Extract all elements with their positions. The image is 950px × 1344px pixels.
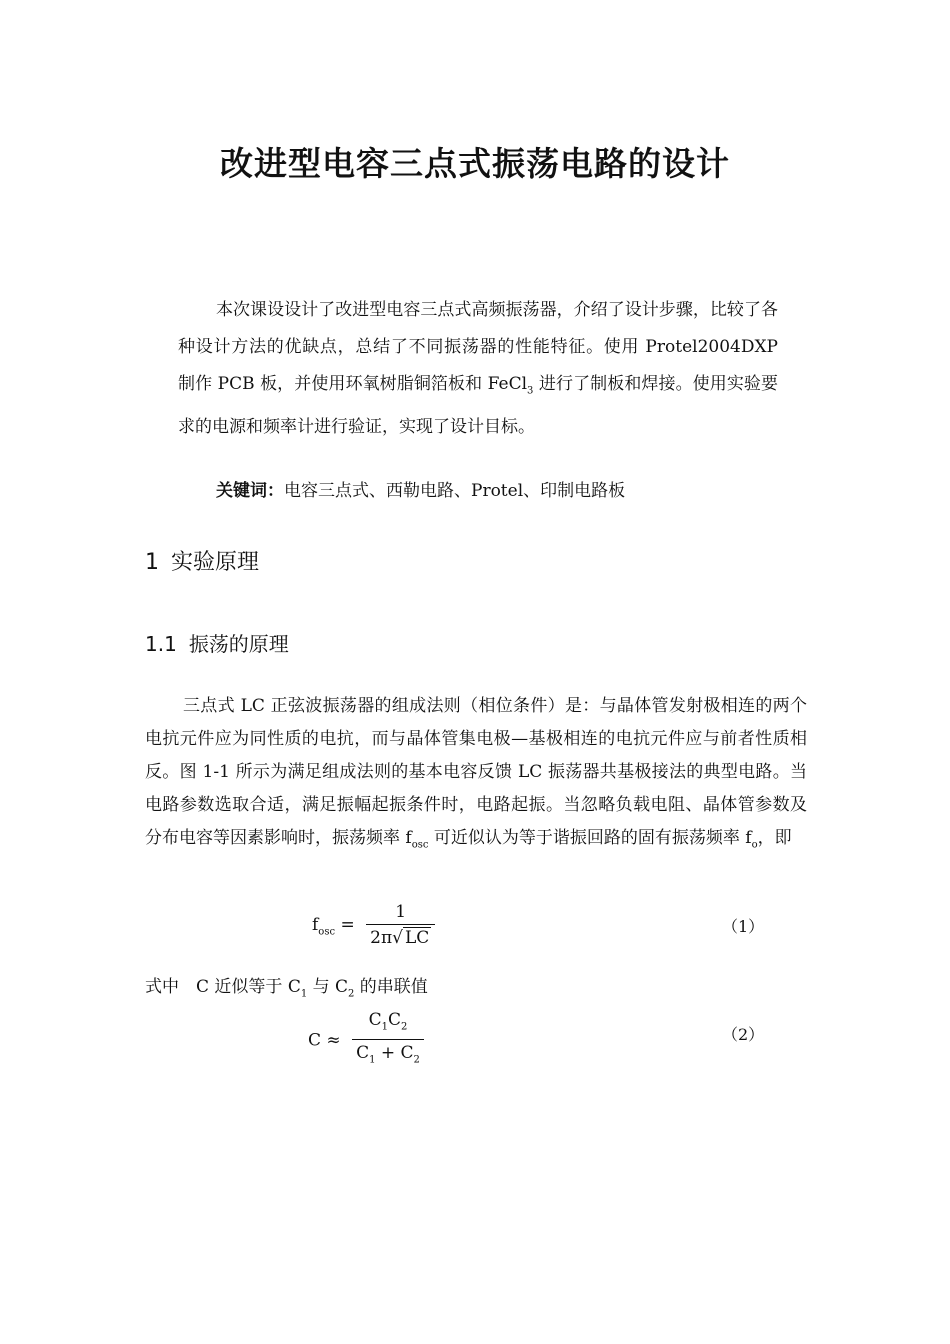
section-title: 实验原理 — [171, 550, 260, 575]
equation-1 — [312, 900, 435, 951]
eq2-lhs: C ≈ — [308, 1030, 341, 1051]
abstract-text-1: 本次课设设计了改进型电容三点式高频振荡器，介绍了设计步骤，比较了各种设计方法的优缺点，总结了不同振荡器的性能特征。使用 Protel2004DXP 制作 PCB 板，并使用环氧树脂铜箔板和 FeCl — [178, 300, 778, 394]
keywords-text: 电容三点式、西勒电路、Protel、印制电路板 — [284, 481, 626, 501]
eq2-fraction — [352, 1008, 424, 1074]
eq1-denominator: 2π√ LC — [370, 928, 430, 948]
eq2-numerator: $C_1C_2$ — [352, 1008, 424, 1040]
eq1-fraction — [366, 900, 435, 951]
body-text — [145, 690, 807, 861]
abstract-text-2: 进行了制板和焊接。使用实验要求的电源和频率计进行验证，实现了设计目标。 — [178, 374, 779, 438]
equation-1-number: （1） — [722, 917, 765, 936]
eq2-denominator: $C_1 + C_2$ — [356, 1043, 420, 1066]
fecl-subscript: 3 — [527, 385, 534, 397]
section-heading-1 — [145, 545, 259, 576]
equation-2-number: （2） — [722, 1025, 765, 1044]
subsection-heading-1-1 — [145, 628, 289, 657]
paragraph-text-1: 三点式 LC 正弦波振荡器的组成法则（相位条件）是：与晶体管发射极相连的两个电抗元件应为同性质的电抗，而与晶体管集电极—基极相连的电抗元件应与前者性质相反。图 1-1 所示为满足组成法则的基本电容反馈 LC 振荡器共基极接法的典型电路。当电路参数选取合适，满足振幅起振条件时，电路起振。当忽略负载电阻、晶体管参数及分布电容等因素影响时，振荡频率 f — [145, 696, 807, 848]
subsection-number: 1.1 — [145, 632, 177, 656]
document-title: 改进型电容三点式振荡电路的设计 — [220, 144, 730, 183]
keywords-label: 关键词： — [216, 481, 284, 501]
paragraph-text-2: 可近似认为等于谐振回路的固有振荡频率 f — [428, 828, 752, 848]
section-number: 1 — [145, 550, 159, 575]
fosc-subscript: osc — [411, 839, 429, 851]
abstract-paragraph — [178, 292, 778, 446]
eq1-lhs: $f_{osc}$ — [312, 915, 336, 938]
paragraph-text-3: ，即 — [757, 828, 792, 848]
equation-2 — [308, 1008, 424, 1074]
fo-subscript: o — [751, 839, 758, 851]
abstract — [178, 292, 778, 446]
subsection-title: 振荡的原理 — [188, 632, 289, 656]
keywords — [216, 476, 625, 501]
eq1-numerator: 1 — [366, 900, 435, 925]
body-paragraph — [145, 690, 807, 861]
where-line: 式中 C 近似等于 $C_1$ 与 $C_2$ 的串联值 — [145, 977, 428, 1000]
eq1-equals: = — [340, 915, 355, 935]
